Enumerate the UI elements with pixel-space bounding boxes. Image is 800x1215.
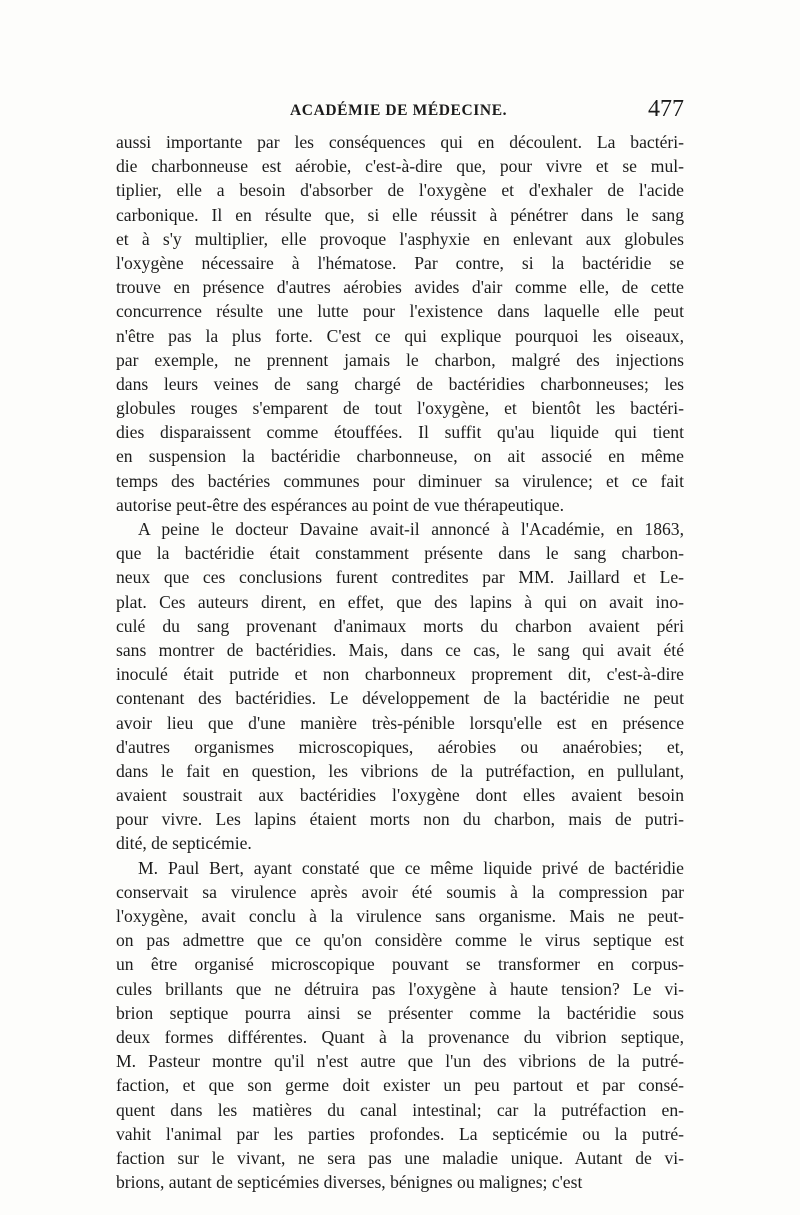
text-line: trouve en présence d'autres aérobies avides d'air comme elle, de cette: [116, 277, 684, 298]
paragraph: [116, 856, 684, 1195]
text-line: contenant des bactéridies. Le développement de la bactéridie ne peut: [116, 688, 684, 709]
body-text: [116, 130, 684, 1194]
running-head: ACADÉMIE DE MÉDECINE.: [290, 102, 508, 119]
text-line: dans leurs veines de sang chargé de bactéridies charbonneuses; les: [116, 373, 684, 394]
text-line: avaient soustrait aux bactéridies l'oxygène dont elles avaient besoin: [116, 785, 684, 806]
text-line: vahit l'animal par les parties profondes. La septicémie ou la putré-: [116, 1123, 684, 1144]
text-line: faction, et que son germe doit exister un peu partout et par consé-: [116, 1075, 684, 1096]
text-line: avoir lieu que d'une manière très-pénible lorsqu'elle est en présence: [116, 712, 684, 733]
text-line: en suspension la bactéridie charbonneuse, on ait associé en même: [116, 446, 684, 467]
text-line: conservait sa virulence après avoir été soumis à la compression par: [116, 881, 684, 902]
text-line: dité, de septicémie.: [116, 833, 252, 854]
page-header: [112, 96, 686, 126]
text-line: brion septique pourra ainsi se présenter comme la bactéridie sous: [116, 1002, 684, 1023]
text-line: neux que ces conclusions furent contredites par MM. Jaillard et Le-: [116, 567, 684, 588]
text-line: inoculé était putride et non charbonneux proprement dit, c'est-à-dire: [116, 664, 684, 685]
text-line: M. Pasteur montre qu'il n'est autre que l'un des vibrions de la putré-: [116, 1051, 684, 1072]
text-line: globules rouges s'emparent de tout l'oxygène, et bientôt les bactéri-: [116, 398, 684, 419]
text-line: dies disparaissent comme étouffées. Il suffit qu'au liquide qui tient: [116, 422, 684, 443]
page-number: 477: [648, 96, 684, 122]
paragraph: [116, 517, 684, 856]
text-line: concurrence résulte une lutte pour l'existence dans laquelle elle peut: [116, 301, 684, 322]
text-line: brions, autant de septicémies diverses, bénignes ou malignes; c'est: [116, 1172, 583, 1193]
text-line: on pas admettre que ce qu'on considère comme le virus septique est: [116, 930, 684, 951]
text-line: M. Paul Bert, ayant constaté que ce même liquide privé de bactéridie: [138, 857, 684, 878]
text-line: carbonique. Il en résulte que, si elle réussit à pénétrer dans le sang: [116, 204, 684, 225]
text-line: l'oxygène nécessaire à l'hématose. Par contre, si la bactéridie se: [116, 252, 684, 273]
text-line: cules brillants que ne détruira pas l'oxygène à haute tension? Le vi-: [116, 978, 684, 999]
text-line: plat. Ces auteurs dirent, en effet, que des lapins à qui on avait ino-: [116, 591, 684, 612]
text-line: que la bactéridie était constamment présente dans le sang charbon-: [116, 543, 684, 564]
text-line: deux formes différentes. Quant à la provenance du vibrion septique,: [116, 1026, 684, 1047]
text-line: d'autres organismes microscopiques, aérobies ou anaérobies; et,: [116, 736, 684, 757]
text-line: die charbonneuse est aérobie, c'est-à-dire que, pour vivre et se mul-: [116, 156, 684, 177]
text-line: sans montrer de bactéridies. Mais, dans ce cas, le sang qui avait été: [116, 639, 684, 660]
text-line: temps des bactéries communes pour diminuer sa virulence; et ce fait: [116, 470, 684, 491]
paragraph: [116, 130, 684, 517]
text-line: quent dans les matières du canal intestinal; car la putréfaction en-: [116, 1099, 684, 1120]
text-line: tiplier, elle a besoin d'absorber de l'oxygène et d'exhaler de l'acide: [116, 180, 684, 201]
text-line: autorise peut-être des espérances au point de vue thérapeutique.: [116, 494, 564, 515]
text-line: et à s'y multiplier, elle provoque l'asphyxie en enlevant aux globules: [116, 228, 684, 249]
text-line: un être organisé microscopique pouvant se transformer en corpus-: [116, 954, 684, 975]
text-line: faction sur le vivant, ne sera pas une maladie unique. Autant de vi-: [116, 1147, 684, 1168]
text-line: dans le fait en question, les vibrions de la putréfaction, en pullulant,: [116, 760, 684, 781]
text-line: pour vivre. Les lapins étaient morts non du charbon, mais de putri-: [116, 809, 684, 830]
text-line: l'oxygène, avait conclu à la virulence sans organisme. Mais ne peut-: [116, 906, 684, 926]
text-line: par exemple, ne prennent jamais le charbon, malgré des injections: [116, 349, 684, 370]
text-line: n'être pas la plus forte. C'est ce qui explique pourquoi les oiseaux,: [116, 325, 684, 346]
text-line: culé du sang provenant d'animaux morts du charbon avaient péri: [116, 615, 684, 636]
text-line: aussi importante par les conséquences qui en découlent. La bactéri-: [116, 132, 684, 152]
text-line: A peine le docteur Davaine avait-il annoncé à l'Académie, en 1863,: [138, 519, 684, 539]
